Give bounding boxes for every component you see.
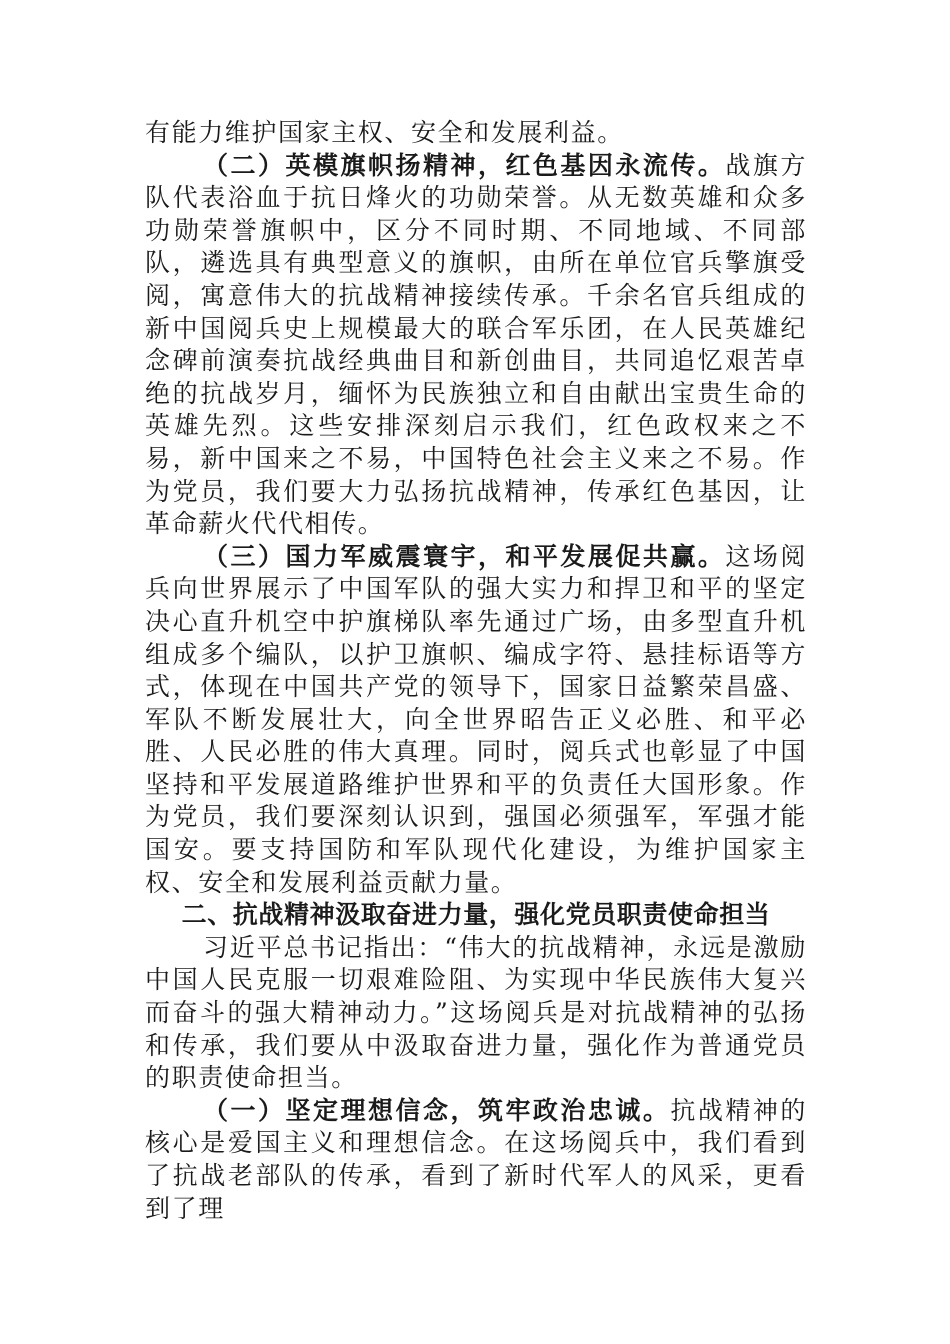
paragraph-lead: （三）国力军威震寰宇，和平发展促共赢。 [203, 541, 726, 571]
section-heading: 二、抗战精神汲取奋进力量，强化党员职责使命担当 [181, 900, 771, 930]
paragraph-lead: （二）英模旗帜扬精神，红色基因永流传。 [203, 150, 726, 180]
document-page [145, 117, 807, 1225]
paragraph-national-strength [145, 541, 807, 900]
paragraph-text: 抗战精神的核心是爱国主义和理想信念。在这场阅兵中，我们看到了抗战老部队的传承，看到了新时代军人的风采，更看到了理 [145, 1095, 807, 1223]
paragraph-continuation [145, 117, 807, 150]
paragraph-text: 习近平总书记指出：“伟大的抗战精神，永远是激励中国人民克服一切艰难险阻、为实现中华民族伟大复兴而奋斗的强大精神动力。”这场阅兵是对抗战精神的弘扬和传承，我们要从中汲取奋进力量，强化作为普通党员的职责使命担当。 [145, 932, 807, 1093]
paragraph-quote [145, 932, 807, 1095]
paragraph-lead: （一）坚定理想信念，筑牢政治忠诚。 [203, 1095, 671, 1125]
paragraph-text: 这场阅兵向世界展示了中国军队的强大实力和捍卫和平的坚定决心直升机空中护旗梯队率先通过广场，由多型直升机组成多个编队，以护卫旗帜、编成字符、悬挂标语等方式，体现在中国共产党的领导下，国家日益繁荣昌盛、军队不断发展壮大，向全世界昭告正义必胜、和平必胜、人民必胜的伟大真理。同时，阅兵式也彰显了中国坚持和平发展道路维护世界和平的负责任大国形象。作为党员，我们要深刻认识到，强国必须强军，军强才能国安。要支持国防和军队现代化建设，为维护国家主权、安全和发展利益贡献力量。 [145, 541, 807, 897]
paragraph-text: 战旗方队代表浴血于抗日烽火的功勋荣誉。从无数英雄和众多功勋荣誉旗帜中，区分不同时期、不同地域、不同部队，遴选具有典型意义的旗帜，由所在单位官兵擎旗受阅，寓意伟大的抗战精神接续传承。千余名官兵组成的新中国阅兵史上规模最大的联合军乐团，在人民英雄纪念碑前演奏抗战经典曲目和新创曲目，共同追忆艰苦卓绝的抗战岁月，缅怀为民族独立和自由献出宝贵生命的英雄先烈。这些安排深刻启示我们，红色政权来之不易，新中国来之不易，中国特色社会主义来之不易。作为党员，我们要大力弘扬抗战精神，传承红色基因，让革命薪火代代相传。 [145, 150, 807, 539]
paragraph-ideals-beliefs [145, 1095, 807, 1225]
paragraph-heroes-banners [145, 150, 807, 541]
paragraph-text: 有能力维护国家主权、安全和发展利益。 [145, 118, 624, 147]
